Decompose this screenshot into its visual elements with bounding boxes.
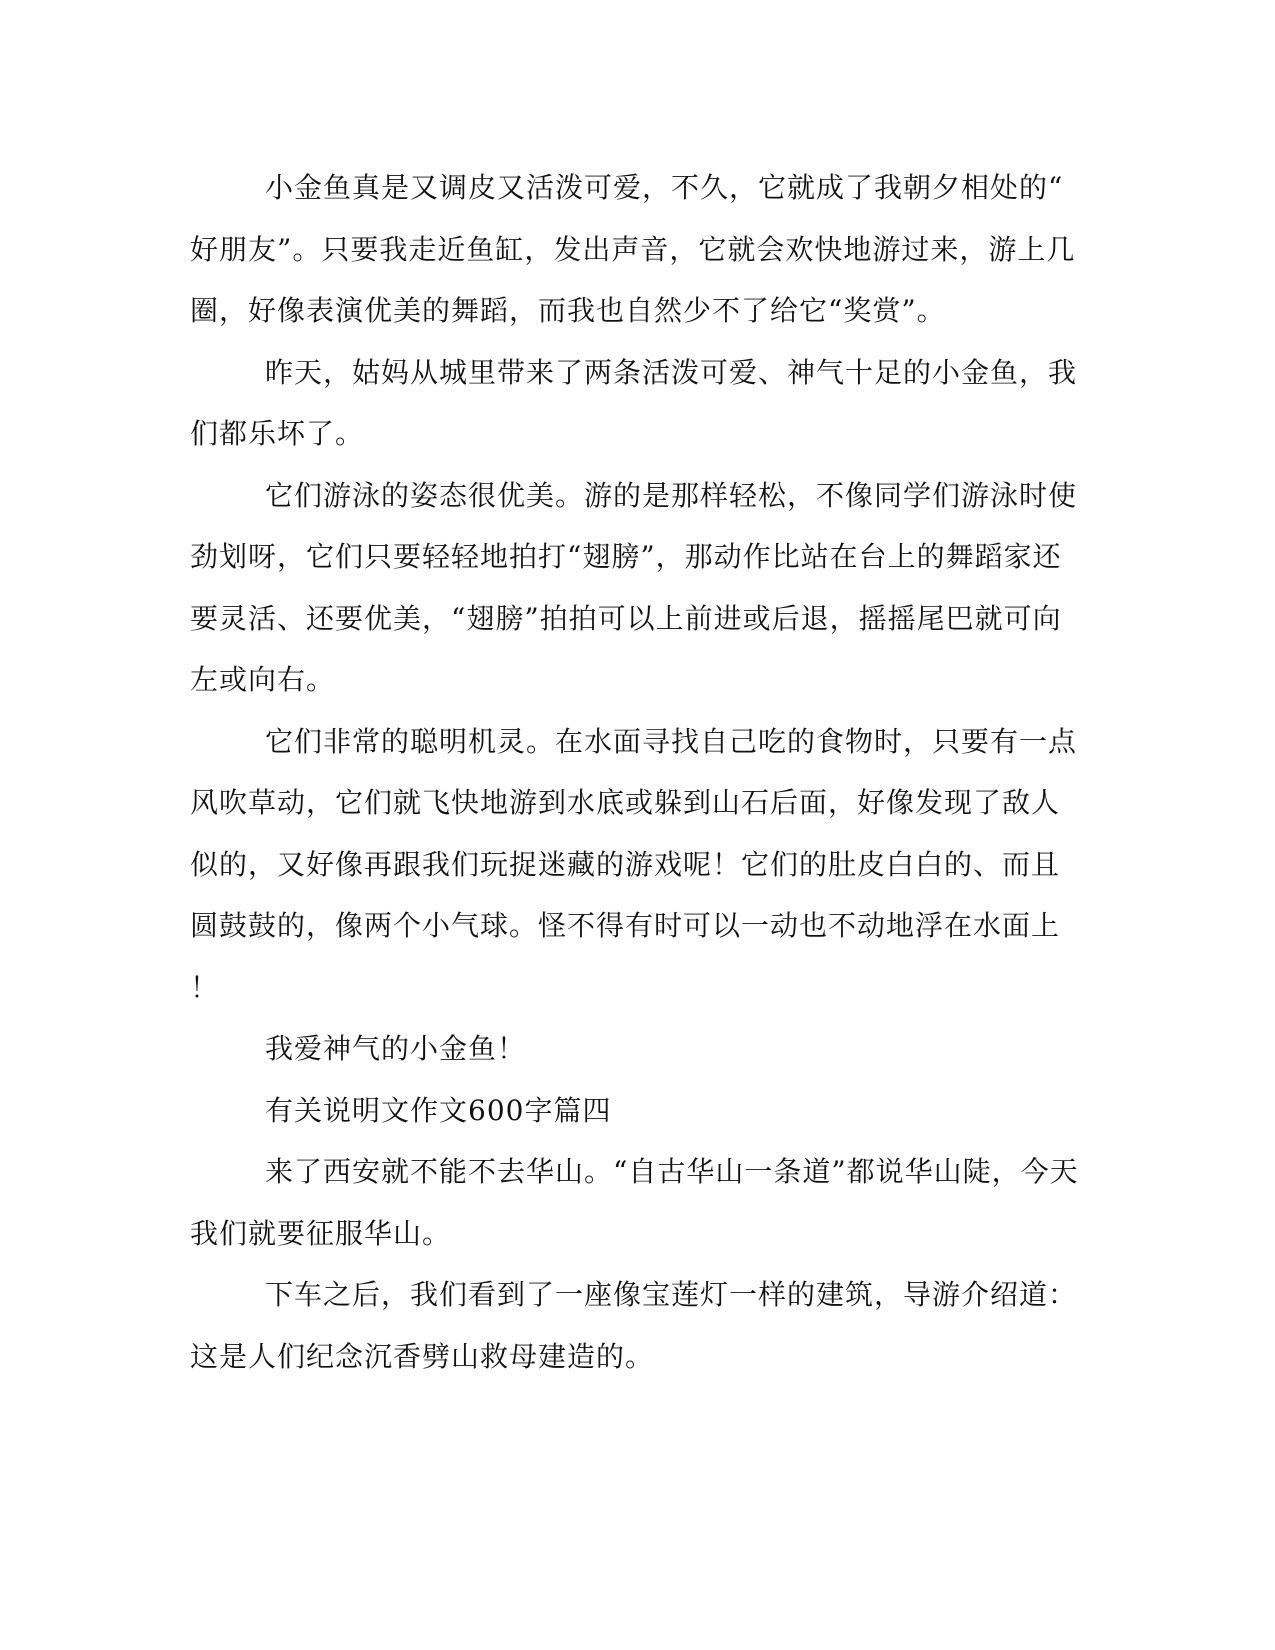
text-line: ！	[190, 970, 220, 1004]
text-line: 它们游泳的姿态很优美。游的是那样轻松，不像同学们游泳时使	[265, 478, 1078, 512]
text-line: 它们非常的聪明机灵。在水面寻找自己吃的食物时，只要有一点	[265, 724, 1078, 758]
text-line: 要灵活、还要优美，“翅膀”拍拍可以上前进或后退，摇摇尾巴就可向	[190, 601, 1062, 635]
text-line: 小金鱼真是又调皮又活泼可爱，不久，它就成了我朝夕相处的“	[265, 171, 1064, 204]
text-line: 左或向右。	[190, 663, 336, 696]
text-line: 我们就要征服华山。	[190, 1216, 452, 1250]
paragraph-huashan	[190, 1141, 1079, 1264]
paragraph-yesterday	[190, 342, 1078, 465]
paragraph-swimming	[190, 465, 1078, 711]
text-line: 风吹草动，它们就飞快地游到水底或躲到山石后面，好像发现了敌人	[190, 786, 1061, 819]
text-line: 圈，好像表演优美的舞蹈，而我也自然少不了给它“奖赏”。	[190, 294, 946, 327]
text-line: 来了西安就不能不去华山。“自古华山一条道”都说华山陡，今天	[265, 1155, 1079, 1188]
paragraph-love-goldfish	[190, 1018, 1075, 1080]
text-line: 圆鼓鼓的，像两个小气球。怪不得有时可以一动也不动地浮在水面上	[190, 909, 1061, 942]
section-heading	[190, 1080, 1075, 1142]
paragraph-clever	[190, 711, 1078, 1019]
text-line: 这是人们纪念沉香劈山救母建造的。	[190, 1339, 655, 1373]
text-line: 好朋友”。只要我走近鱼缸，发出声音，它就会欢快地游过来，游上几	[190, 232, 1076, 266]
paragraph-goldfish-friend	[190, 157, 1075, 342]
document-body	[190, 157, 1079, 1387]
text-line: 劲划呀，它们只要轻轻地拍打“翅膀”，那动作比站在台上的舞蹈家还	[190, 540, 1062, 573]
paragraph-lotus-lantern	[190, 1264, 1078, 1387]
text-line: 们都乐坏了。	[190, 417, 365, 450]
text-line: 似的，又好像再跟我们玩捉迷藏的游戏呢！它们的肚皮白白的、而且	[190, 847, 1061, 881]
text-line: 下车之后，我们看到了一座像宝莲灯一样的建筑，导游介绍道：	[265, 1278, 1078, 1311]
text-line: 昨天，姑妈从城里带来了两条活泼可爱、神气十足的小金鱼，我	[265, 355, 1078, 389]
text-line: 我爱神气的小金鱼！	[265, 1032, 527, 1065]
text-line: 有关说明文作文600字篇四	[265, 1093, 612, 1127]
